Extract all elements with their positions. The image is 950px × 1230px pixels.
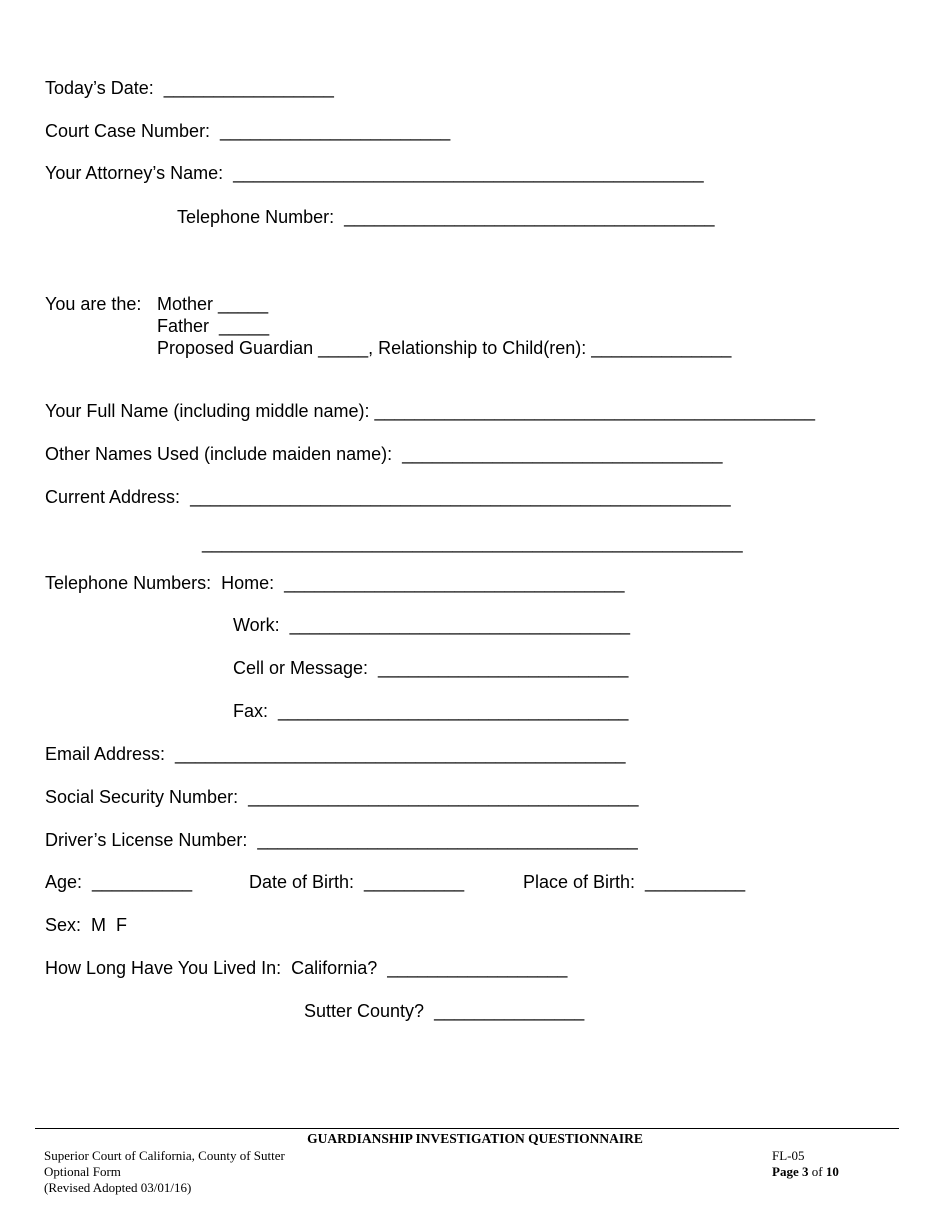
sex-field[interactable]: Sex: M F — [45, 915, 128, 935]
footer-title: GUARDIANSHIP INVESTIGATION QUESTIONNAIRE — [307, 1131, 643, 1146]
full-name-field[interactable]: Your Full Name (including middle name): ____________________________________________ — [45, 401, 815, 421]
phone-home-field[interactable]: Telephone Numbers: Home: __________________________________ — [45, 573, 625, 593]
attorney-phone-field[interactable]: Telephone Number: _____________________________________ — [177, 207, 715, 227]
father-option[interactable]: Father _____ — [157, 316, 270, 336]
page-num: 3 — [801, 1164, 809, 1179]
phone-cell-field[interactable]: Cell or Message: _________________________ — [233, 658, 629, 678]
current-address-line2-field[interactable]: ______________________________________________________ — [202, 533, 743, 553]
footer-optional: Optional Form — [44, 1164, 121, 1179]
footer-divider — [35, 1128, 899, 1129]
dob-field[interactable]: Date of Birth: __________ — [249, 872, 465, 892]
footer-revised: (Revised Adopted 03/01/16) — [44, 1180, 192, 1195]
lived-california-field[interactable]: How Long Have You Lived In: California? __________________ — [45, 958, 568, 978]
footer-page-number — [772, 1164, 839, 1180]
proposed-guardian-option[interactable]: Proposed Guardian _____, Relationship to Child(ren): ______________ — [157, 338, 732, 358]
pob-field[interactable]: Place of Birth: __________ — [523, 872, 746, 892]
age-field[interactable]: Age: __________ — [45, 872, 193, 892]
of-label: of — [811, 1164, 823, 1179]
page-label: Page — [772, 1164, 799, 1179]
todays-date-field[interactable]: Today’s Date: _________________ — [45, 78, 334, 98]
footer-form-code: FL-05 — [772, 1148, 805, 1163]
current-address-field[interactable]: Current Address: ______________________________________________________ — [45, 487, 731, 507]
email-field[interactable]: Email Address: _____________________________________________ — [45, 744, 626, 764]
footer-court: Superior Court of California, County of Sutter — [44, 1148, 285, 1163]
drivers-license-field[interactable]: Driver’s License Number: ______________________________________ — [45, 830, 638, 850]
court-case-number-field[interactable]: Court Case Number: _______________________ — [45, 121, 451, 141]
page-total: 10 — [825, 1164, 839, 1179]
attorney-name-field[interactable]: Your Attorney’s Name: _______________________________________________ — [45, 163, 704, 183]
lived-sutter-field[interactable]: Sutter County? _______________ — [304, 1001, 585, 1021]
phone-work-field[interactable]: Work: __________________________________ — [233, 615, 631, 635]
phone-fax-field[interactable]: Fax: ___________________________________ — [233, 701, 629, 721]
you-are-the-label: You are the: — [45, 294, 142, 314]
mother-option[interactable]: Mother _____ — [157, 294, 269, 314]
ssn-field[interactable]: Social Security Number: _______________________________________ — [45, 787, 639, 807]
other-names-field[interactable]: Other Names Used (include maiden name): ________________________________ — [45, 444, 723, 464]
